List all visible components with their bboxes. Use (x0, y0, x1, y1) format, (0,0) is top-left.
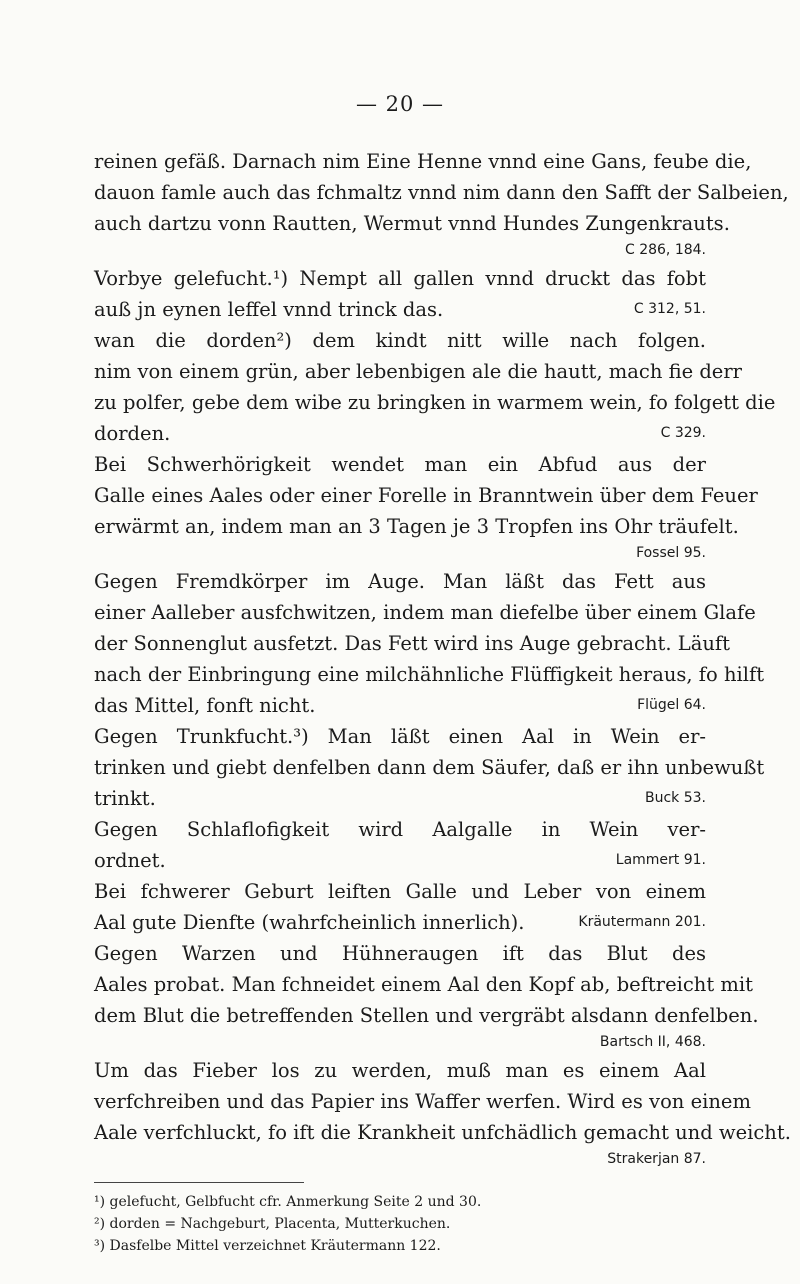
text-line (94, 146, 752, 177)
text-line (94, 387, 776, 418)
line-text: nach der Einbringung eine milchähnliche Flüffigkeit heraus, fo hilft (94, 663, 765, 686)
text-line (94, 845, 706, 876)
line-text: dorden. (94, 422, 171, 445)
paragraph (94, 263, 706, 325)
line-text: Aales probat. Man fchneidet einem Aal den Kopf ab, beftreicht mit (94, 973, 753, 996)
text-line (94, 969, 753, 1000)
line-text: Gegen Fremdkörper im Auge. Man läßt das Fett aus (94, 570, 706, 593)
line-text: Vorbye gelefucht.¹) Nempt all gallen vnnd druckt das fobt (94, 267, 706, 290)
source-reference: Buck 53. (645, 790, 706, 806)
text-line (94, 628, 730, 659)
document-body (94, 146, 791, 1172)
source-reference: Kräutermann 201. (578, 914, 706, 930)
text-line (94, 876, 706, 907)
paragraph (94, 876, 706, 938)
source-reference: Lammert 91. (615, 852, 706, 868)
footnote: ²) dorden = Nachgeburt, Placenta, Mutterkuchen. (94, 1216, 451, 1232)
line-text: der Sonnenglut ausfetzt. Das Fett wird ins Auge gebracht. Läuft (94, 632, 730, 655)
paragraph (94, 814, 706, 876)
text-line (94, 263, 706, 294)
line-text: das Mittel, fonft nicht. (94, 694, 316, 717)
text-line (94, 294, 706, 325)
text-line (94, 1117, 791, 1148)
text-line (94, 814, 706, 845)
footnote: ³) Dasfelbe Mittel verzeichnet Kräutermann 122. (94, 1238, 441, 1254)
line-text: Gegen Warzen und Hühneraugen ift das Blut des (94, 942, 706, 965)
line-text: Bei Schwerhörigkeit wendet man ein Abfud aus der (94, 453, 706, 476)
source-reference: Fossel 95. (636, 545, 706, 561)
line-text: erwärmt an, indem man an 3 Tagen je 3 Tropfen ins Ohr träufelt. (94, 515, 739, 538)
line-text: trinken und giebt denfelben dann dem Säufer, daß er ihn unbewußt (94, 756, 765, 779)
line-text: einer Aalleber ausfchwitzen, indem man diefelbe über einem Glafe (94, 601, 756, 624)
text-line (94, 938, 706, 969)
text-line (94, 721, 706, 752)
footnote: ¹) gelefucht, Gelbfucht cfr. Anmerkung Seite 2 und 30. (94, 1194, 482, 1210)
text-line (94, 752, 765, 783)
line-text: zu polfer, gebe dem wibe zu bringken in warmem wein, fo folgett die (94, 391, 776, 414)
line-text: auch dartzu vonn Rautten, Wermut vnnd Hundes Zungenkrauts. (94, 212, 730, 235)
line-text: Um das Fieber los zu werden, muß man es einem Aal (94, 1059, 706, 1082)
source-reference: C 312, 51. (633, 301, 706, 317)
line-text: Bei fchwerer Geburt leiften Galle und Leber von einem (94, 880, 706, 903)
document-page (94, 92, 791, 1257)
line-text: ordnet. (94, 849, 166, 872)
line-text: wan die dorden²) dem kindt nitt wille nach folgen. (94, 329, 706, 352)
page-number: — 20 — (355, 92, 445, 116)
text-line (94, 1086, 751, 1117)
line-text: reinen gefäß. Darnach nim Eine Henne vnnd eine Gans, feube die, (94, 150, 752, 173)
source-reference: Bartsch II, 468. (599, 1034, 706, 1050)
line-text: Aale verfchluckt, fo ift die Krankheit unfchädlich gemacht und weicht. (94, 1121, 791, 1144)
line-text: auß jn eynen leffel vnnd trinck das. (94, 298, 444, 321)
paragraph (94, 325, 776, 449)
text-line (94, 449, 706, 480)
line-text: nim von einem grün, aber lebenbigen ale die hautt, mach fie derr (94, 360, 742, 383)
paragraph (94, 938, 759, 1055)
text-line (94, 783, 706, 814)
footnote-divider (94, 1182, 304, 1183)
source-reference: C 286, 184. (624, 242, 706, 258)
line-text: Gegen Schlaflofigkeit wird Aalgalle in Wein ver- (94, 818, 706, 841)
text-line (94, 659, 765, 690)
paragraph (94, 566, 765, 721)
text-line (94, 511, 739, 542)
text-line (94, 690, 706, 721)
text-line (94, 356, 742, 387)
text-line (94, 177, 789, 208)
paragraph (94, 146, 789, 263)
paragraph (94, 721, 765, 814)
source-reference: Flügel 64. (637, 697, 706, 713)
text-line (94, 566, 706, 597)
line-text: Gegen Trunkfucht.³) Man läßt einen Aal in Wein er- (94, 725, 706, 748)
text-line (94, 208, 730, 239)
line-text: dauon famle auch das fchmaltz vnnd nim dann den Safft der Salbeien, (94, 181, 789, 204)
text-line (94, 480, 758, 511)
line-text: trinkt. (94, 787, 156, 810)
text-line (94, 907, 706, 938)
text-line (94, 1055, 706, 1086)
source-reference: Strakerjan 87. (607, 1151, 706, 1167)
paragraph (94, 449, 758, 566)
line-text: Aal gute Dienfte (wahrfcheinlich innerlich). (94, 911, 525, 934)
text-line (94, 1000, 759, 1031)
line-text: Galle eines Aales oder einer Forelle in Branntwein über dem Feuer (94, 484, 758, 507)
text-line (94, 418, 706, 449)
source-reference: C 329. (660, 425, 706, 441)
text-line (94, 597, 756, 628)
text-line (94, 325, 706, 356)
line-text: dem Blut die betreffenden Stellen und vergräbt alsdann denfelben. (94, 1004, 759, 1027)
footnotes (94, 1191, 706, 1257)
line-text: verfchreiben und das Papier ins Waffer werfen. Wird es von einem (94, 1090, 751, 1113)
paragraph (94, 1055, 791, 1172)
